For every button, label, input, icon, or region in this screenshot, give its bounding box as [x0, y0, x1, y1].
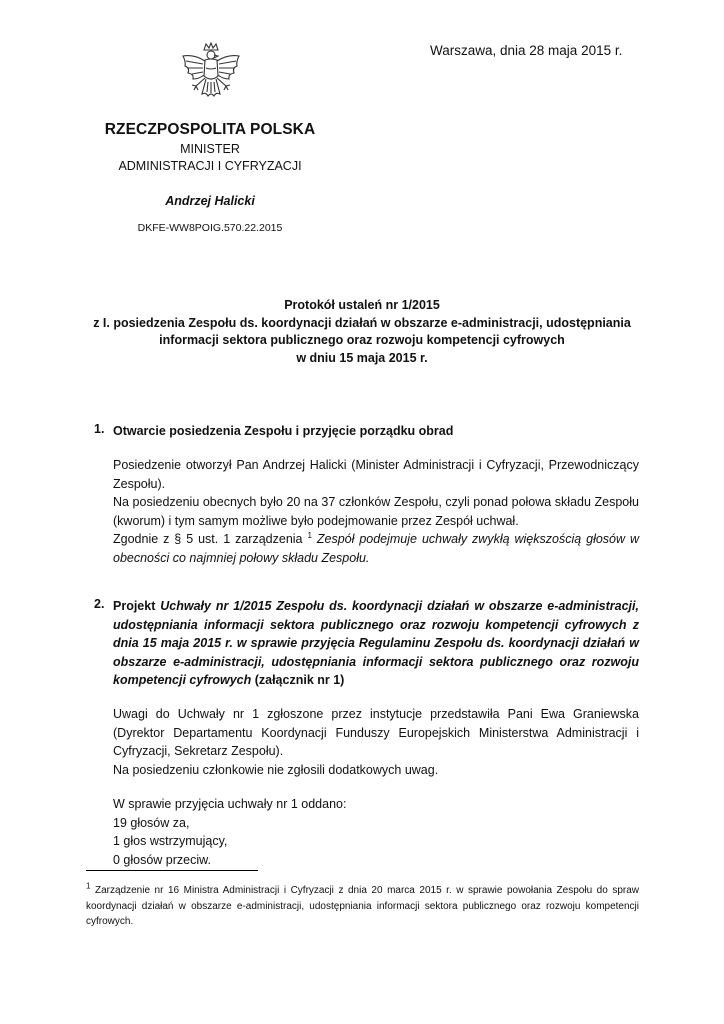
document-title: Protokół ustaleń nr 1/2015: [284, 298, 440, 312]
footnote-body: Zarządzenie nr 16 Ministra Administracji i Cyfryzacji z dnia 20 marca 2015 r. w sprawie powołania Zespołu do spraw koordynacji działań w obszarze e-administracji, udostępniania informacji sektora publicznego oraz rozwoju kompetencji cyfrowych.: [86, 885, 639, 927]
ministry-name: ADMINISTRACJI I CYFRYZACJI: [118, 159, 302, 173]
heading-prefix: Projekt: [113, 599, 161, 613]
votes-intro: W sprawie przyjęcia uchwały nr 1 oddano:: [113, 797, 347, 811]
footnote: [86, 883, 639, 930]
paragraph: Na posiedzeniu obecnych było 20 na 37 członków Zespołu, czyli ponad połowa składu Zespołu (kworum) i tym samym możliwe było podejmowanie przez Zespół uchwał.: [113, 495, 639, 528]
document-subtitle-line: z I. posiedzenia Zespołu ds. koordynacji działań w obszarze e-administracji, udostępniania: [93, 316, 631, 330]
footnote-separator: [86, 870, 258, 871]
vote-line: 1 głos wstrzymujący,: [113, 834, 228, 849]
section-1-body: [113, 456, 639, 568]
paragraph: Na posiedzeniu członkowie nie zgłosili dodatkowych uwag.: [113, 762, 439, 777]
minister-name: Andrzej Halicki: [165, 194, 255, 208]
footnote-marker: 1: [86, 881, 91, 891]
section-2-heading: [113, 597, 639, 690]
footnote-reference[interactable]: 1: [307, 531, 312, 541]
section-1-number: 1.: [94, 422, 105, 436]
paragraph: [113, 530, 639, 567]
document-date-line: w dniu 15 maja 2015 r.: [296, 351, 428, 365]
votes-block: [113, 795, 639, 869]
polish-eagle-emblem-icon: [180, 42, 242, 110]
document-subtitle-line: informacji sektora publicznego oraz rozwoju kompetencji cyfrowych: [159, 333, 565, 347]
vote-line: 19 głosów za,: [113, 815, 190, 830]
section-1-heading: Otwarcie posiedzenia Zespołu i przyjęcie porządku obrad: [113, 424, 454, 438]
place-date: Warszawa, dnia 28 maja 2015 r.: [430, 43, 623, 58]
vote-line: 0 głosów przeciw.: [113, 852, 211, 867]
section-2-number: 2.: [94, 597, 105, 611]
resolution-title: Uchwały nr 1/2015 Zespołu ds. koordynacji działań w obszarze e-administracji, udostępniania informacji sektora publicznego oraz rozwoju kompetencji cyfrowych z dnia 15 maja 2015 r. w sprawie przyjęcia Regulaminu Zespołu ds. koordynacji działań w obszarze e-administracji, udostępniania informacji sektora publicznego oraz rozwoju kompetencji cyfrowych: [113, 599, 639, 687]
section-2-body: [113, 705, 639, 779]
country-name: RZECZPOSPOLITA POLSKA: [104, 121, 316, 138]
footnote-text: [86, 883, 639, 930]
minister-label: MINISTER: [180, 142, 240, 156]
reference-number: DKFE-WW8POIG.570.22.2015: [137, 222, 283, 234]
paragraph: Posiedzenie otworzył Pan Andrzej Halicki (Minister Administracji i Cyfryzacji, Przewodniczący Zespołu).: [113, 458, 639, 491]
paragraph: Uwagi do Uchwały nr 1 zgłoszone przez instytucje przedstawiła Pani Ewa Graniewska (Dyrektor Departamentu Koordynacji Funduszy Europejskich Ministerstwa Administracji i Cyfryzacji, Sekretarz Zespołu).: [113, 707, 639, 759]
quoted-regulation: Zespół podejmuje uchwały zwykłą większością głosów w obecności co najmniej połowy składu Zespołu.: [113, 532, 640, 565]
paragraph-text: Zgodnie z § 5 ust. 1 zarządzenia: [113, 532, 308, 547]
heading-suffix: (załącznik nr 1): [251, 673, 345, 687]
